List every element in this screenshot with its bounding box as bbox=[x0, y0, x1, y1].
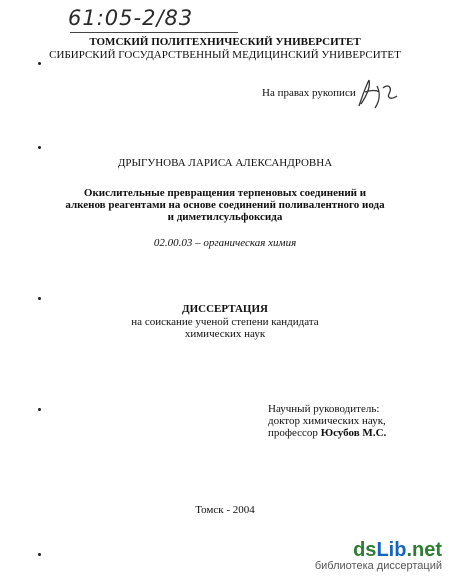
dissertation-heading: ДИССЕРТАЦИЯ bbox=[182, 303, 268, 315]
dslib-watermark[interactable] bbox=[315, 540, 442, 573]
logo-lib: Lib bbox=[376, 539, 407, 561]
handwritten-underline bbox=[70, 32, 238, 33]
handwritten-code: 61:05-2/83 bbox=[68, 6, 194, 30]
supervisor-name: Юсубов М.С. bbox=[320, 427, 387, 439]
logo-ds: ds bbox=[353, 539, 377, 561]
dslib-subtitle: библиотека диссертаций bbox=[314, 560, 442, 572]
dissertation-line-2: химических наук bbox=[184, 328, 266, 340]
medical-university-name: СИБИРСКИЙ ГОСУДАРСТВЕННЫЙ МЕДИЦИНСКИЙ УНИВЕРСИТЕТ bbox=[49, 49, 401, 61]
margin-dot bbox=[38, 146, 41, 149]
logo-net: .net bbox=[406, 539, 442, 561]
margin-dot bbox=[38, 297, 41, 300]
dissertation-line-1: на соискание ученой степени кандидата bbox=[131, 316, 319, 328]
supervisor-label: Научный руководитель: bbox=[268, 403, 380, 415]
signature-icon bbox=[353, 74, 403, 114]
title-line-2: алкенов реагентами на основе соединений поливалентного иода bbox=[65, 199, 385, 211]
supervisor-name-line bbox=[268, 427, 386, 439]
supervisor-degree: доктор химических наук, bbox=[268, 415, 386, 427]
margin-dot bbox=[38, 553, 41, 556]
university-name: ТОМСКИЙ ПОЛИТЕХНИЧЕСКИЙ УНИВЕРСИТЕТ bbox=[89, 36, 361, 48]
margin-dot bbox=[38, 408, 41, 411]
dslib-logo bbox=[315, 540, 442, 560]
supervisor-title: профессор bbox=[268, 427, 318, 439]
title-line-1: Окислительные превращения терпеновых соединений и bbox=[83, 187, 367, 199]
margin-dot bbox=[38, 62, 41, 65]
author-name: ДРЫГУНОВА ЛАРИСА АЛЕКСАНДРОВНА bbox=[117, 157, 333, 169]
manuscript-rights: На правах рукописи bbox=[262, 87, 356, 99]
specialty: 02.00.03 – органическая химия bbox=[153, 237, 297, 249]
title-line-3: и диметилсульфоксида bbox=[167, 211, 283, 223]
place-year: Томск - 2004 bbox=[195, 504, 255, 516]
